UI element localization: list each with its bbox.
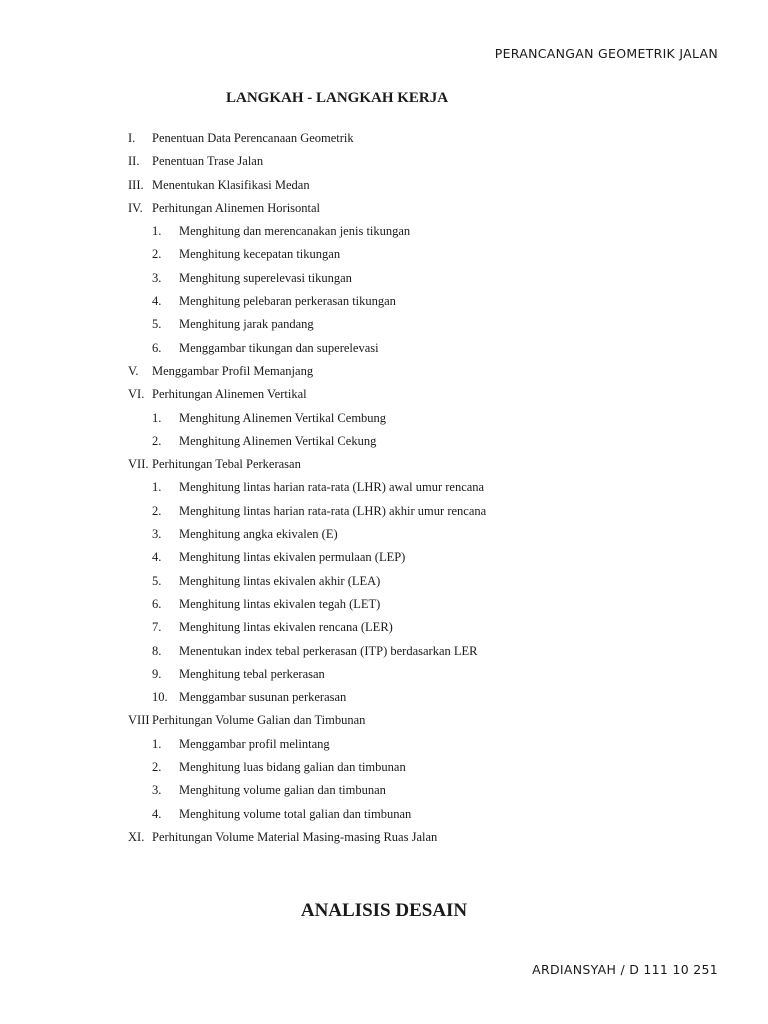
steps-outline [128,130,728,852]
item-number: 2. [152,503,162,518]
item-number: 6. [152,340,162,355]
item-number: 6. [152,596,162,611]
outline-subitem [128,246,728,269]
item-number: 4. [152,806,162,821]
item-label: Menghitung tebal perkerasan [179,666,325,681]
running-footer: ARDIANSYAH / D 111 10 251 [532,962,718,977]
item-number: 10. [152,690,168,705]
item-number: 4. [152,550,162,565]
item-label: Menentukan Klasifikasi Medan [152,177,310,192]
item-label: Menghitung lintas ekivalen permulaan (LEP) [179,550,406,565]
item-number: 9. [152,666,162,681]
outline-subitem [128,573,728,596]
item-number: 2. [152,760,162,775]
item-number: 5. [152,573,162,588]
outline-subitem [128,503,728,526]
outline-subitem [128,619,728,642]
item-number: 1. [152,480,162,495]
item-label: Perhitungan Alinemen Vertikal [152,387,307,402]
outline-subitem [128,316,728,339]
outline-subitem [128,736,728,759]
page-title: LANGKAH - LANGKAH KERJA [226,90,449,106]
item-label: Perhitungan Tebal Perkerasan [152,457,301,472]
item-label: Penentuan Data Perencanaan Geometrik [152,131,354,145]
outline-subitem [128,223,728,246]
item-label: Menghitung angka ekivalen (E) [179,527,338,542]
item-number: 1. [152,410,162,425]
outline-subitem [128,759,728,782]
item-number: 2. [152,433,162,448]
item-label: Menggambar susunan perkerasan [179,690,347,705]
outline-subitem [128,526,728,549]
item-label: Menghitung kecepatan tikungan [179,247,341,262]
outline-subitem [128,549,728,572]
item-number: VIII [128,713,150,728]
item-label: Menghitung Alinemen Vertikal Cembung [179,410,387,425]
outline-subitem [128,806,728,829]
item-number: 2. [152,247,162,262]
item-number: 1. [152,736,162,751]
outline-item [128,456,728,479]
item-number: 8. [152,643,162,658]
outline-item [128,386,728,409]
outline-item [128,363,728,386]
running-header: PERANCANGAN GEOMETRIK JALAN [494,46,718,61]
item-label: Menghitung luas bidang galian dan timbunan [179,760,406,775]
item-label: Menggambar profil melintang [179,736,330,751]
item-number: I. [128,131,136,145]
item-label: Menghitung dan merencanakan jenis tikungan [179,224,411,239]
item-label: Menghitung volume galian dan timbunan [179,783,386,798]
item-label: Menghitung lintas harian rata-rata (LHR) awal umur rencana [179,480,485,495]
outline-item [128,200,728,223]
item-number: 3. [152,527,162,542]
item-label: Menghitung lintas ekivalen akhir (LEA) [179,573,381,588]
item-label: Menggambar tikungan dan superelevasi [179,340,379,355]
outline-subitem [128,410,728,433]
item-number: II. [128,154,140,169]
item-number: 5. [152,317,162,332]
item-number: XI. [128,829,145,844]
item-label: Perhitungan Alinemen Horisontal [152,200,321,215]
outline-subitem [128,293,728,316]
item-label: Menentukan index tebal perkerasan (ITP) berdasarkan LER [179,643,478,658]
item-label: Menghitung lintas ekivalen tegah (LET) [179,596,381,611]
item-label: Menghitung pelebaran perkerasan tikungan [179,294,396,309]
item-number: VI. [128,387,145,402]
item-label: Perhitungan Volume Material Masing-masing Ruas Jalan [152,829,438,844]
item-label: Menghitung superelevasi tikungan [179,270,352,285]
item-number: 4. [152,294,162,309]
item-label: Perhitungan Volume Galian dan Timbunan [152,713,366,728]
outline-item [128,829,728,852]
section-heading: ANALISIS DESAIN [300,900,468,921]
outline-subitem [128,643,728,666]
outline-subitem [128,340,728,363]
item-label: Menghitung lintas ekivalen rencana (LER) [179,620,393,635]
item-label: Menghitung lintas harian rata-rata (LHR) akhir umur rencana [179,503,487,518]
item-number: IV. [128,200,143,215]
outline-item [128,153,728,176]
outline-subitem [128,270,728,293]
item-label: Menghitung Alinemen Vertikal Cekung [179,433,377,448]
item-label: Penentuan Trase Jalan [152,154,264,169]
outline-item [128,712,728,735]
outline-subitem [128,666,728,689]
item-label: Menghitung volume total galian dan timbunan [179,806,412,821]
item-label: Menghitung jarak pandang [179,317,314,332]
item-number: VII. [128,457,149,472]
outline-subitem [128,596,728,619]
outline-item [128,177,728,200]
item-number: V. [128,363,139,378]
item-label: Menggambar Profil Memanjang [152,363,314,378]
outline-subitem [128,479,728,502]
item-number: 3. [152,270,162,285]
item-number: 7. [152,620,162,635]
outline-subitem [128,782,728,805]
outline-subitem [128,433,728,456]
item-number: III. [128,177,144,192]
item-number: 1. [152,224,162,239]
item-number: 3. [152,783,162,798]
outline-subitem [128,689,728,712]
outline-item [128,130,728,153]
